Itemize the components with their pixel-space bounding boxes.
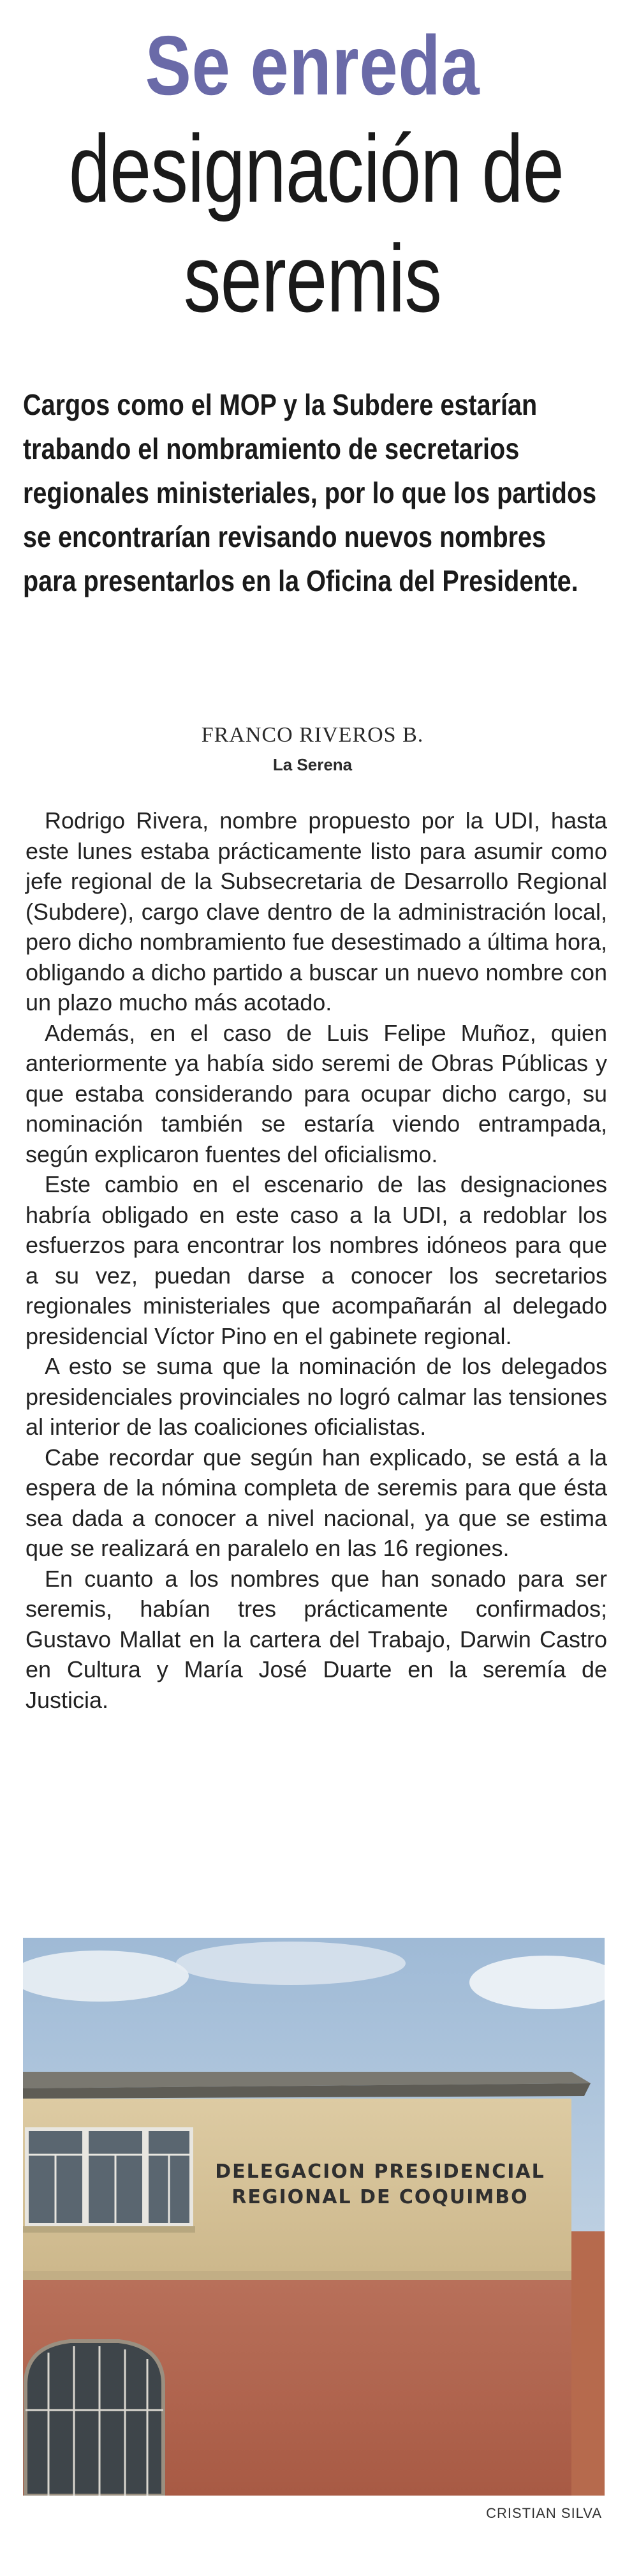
headline-line-2: seremis <box>183 225 442 332</box>
byline-author: FRANCO RIVEROS B. <box>201 723 424 747</box>
sign-line-1: DELEGACION PRESIDENCIAL <box>215 2160 545 2183</box>
body-paragraph: A esto se suma que la nominación de los delegados presidenciales provinciales no logró calmar las tensiones al interior de las coaliciones oficialistas. <box>26 1353 607 1440</box>
body-paragraph: Además, en el caso de Luis Felipe Muñoz, quien anteriormente ya había sido seremi de Obras Públicas y que estaba considerando para ocupar dicho cargo, su nominación también se estaría viendo entrampada, según explicaron fuentes del oficialismo. <box>26 1019 607 1167</box>
sign-line-2: REGIONAL DE COQUIMBO <box>232 2186 529 2208</box>
headline-line-1: designación de <box>68 115 564 222</box>
body-paragraph: Este cambio en el escenario de las designaciones habría obligado en este caso a la UDI, a redoblar los esfuerzos para encontrar los nombres idóneos para que a su vez, puedan darse a conocer los secretarios regionales ministeriales que acompañarán al delegado presidencial Víctor Pino en el gabinete regional. <box>26 1171 607 1349</box>
byline <box>0 721 625 776</box>
headline-kicker: Se enreda <box>145 19 480 112</box>
body-paragraph: Cabe recordar que según han explicado, se está a la espera de la nómina completa de seremis para que ésta sea dada a conocer a nivel nacional, ya que se estima que se realizará en paralelo en las 16 regiones. <box>26 1444 607 1561</box>
article-photo <box>23 1938 605 2496</box>
body-paragraph: Rodrigo Rivera, nombre propuesto por la UDI, hasta este lunes estaba prácticamente listo para asumir como jefe regional de la Subsecretaria de Desarrollo Regional (Subdere), cargo clave dentro de la administración local, pero dicho nombramiento fue desestimado a última hora, obligando a dicho partido a buscar un nuevo nombre con un plazo mucho más acotado. <box>26 807 607 1015</box>
lead-paragraph: Cargos como el MOP y la Subdere estarían trabando el nombramiento de secretarios regionales ministeriales, por lo que los partidos se encontrarían revisando nuevos nombres para presentarlos en la Oficina del Presidente. <box>23 388 597 597</box>
byline-place: La Serena <box>272 755 353 774</box>
headline <box>0 0 625 333</box>
photo-credit: CRISTIAN SILVA <box>486 2505 602 2521</box>
article-body <box>26 805 607 1715</box>
body-paragraph: En cuanto a los nombres que han sonado para ser seremis, habían tres prácticamente confirmados; Gustavo Mallat en la cartera del Trabajo, Darwin Castro en Cultura y María José Duarte en la seremía de Justicia. <box>26 1565 607 1713</box>
